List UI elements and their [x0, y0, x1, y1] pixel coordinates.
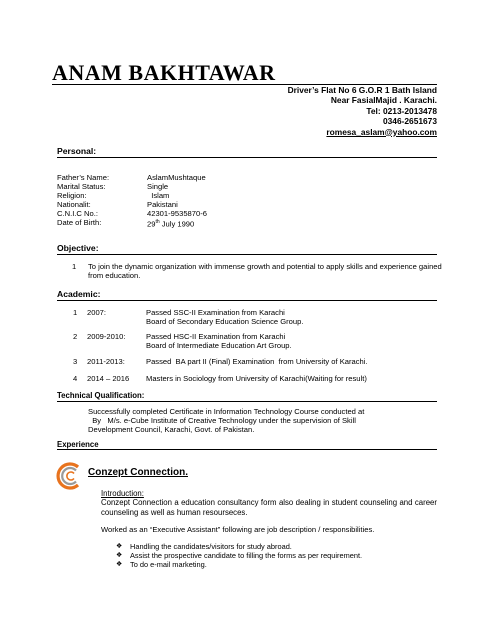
item-year: 2009-2010: [87, 332, 126, 341]
bullet-text: To do e-mail marketing. [130, 560, 207, 569]
item-number: 2 [73, 332, 78, 341]
list-item [116, 560, 446, 570]
objective-line-2: from education. [88, 271, 141, 280]
contact-block [288, 85, 437, 137]
bullet-text: Assist the prospective candidate to filling the forms as per requirement. [130, 551, 363, 560]
section-rule-technical [57, 401, 437, 402]
field-label: C.N.I.C No.: [57, 209, 98, 218]
company-logo-icon [54, 462, 82, 490]
field-value: AslamMushtaque [147, 173, 206, 182]
mobile: 0346-2651673 [382, 116, 437, 127]
objective-line-1: To join the dynamic organization with immense growth and potential to apply skills and experience gained [88, 262, 442, 271]
diamond-bullet-icon: ❖ [116, 543, 123, 550]
telephone: Tel: 0213-2013478 [366, 105, 437, 116]
bullet-text: Handling the candidates/visitors for study abroad. [130, 542, 292, 551]
email-link[interactable]: romesa_aslam@yahoo.com [326, 126, 437, 137]
address-line-1: Driver’s Flat No 6 G.O.R 1 Bath Island [287, 85, 437, 95]
objective-number: 1 [72, 262, 77, 271]
field-label: Father’s Name: [57, 173, 110, 182]
field-value: Single [147, 182, 169, 191]
diamond-bullet-icon: ❖ [116, 552, 123, 559]
diamond-bullet-icon: ❖ [116, 561, 123, 568]
item-desc-2: Board of Secondary Education Science Group. [146, 317, 304, 326]
item-desc: Passed SSC-II Examination from Karachi [146, 308, 285, 317]
item-number: 3 [73, 357, 78, 366]
intro-text: Conzept Connection a education consultancy form also dealing in student counseling and career counseling as well as human resourseces. [101, 498, 437, 517]
item-number: 1 [73, 308, 78, 317]
field-label: Nationalit: [57, 200, 91, 209]
company-name: Conzept Connection. [88, 467, 188, 478]
item-desc: Passed BA part II (Final) Examination from University of Karachi. [146, 357, 368, 366]
item-desc: Masters in Sociology from University of Karachi(Waiting for result) [146, 374, 367, 383]
field-label: Marital Status: [57, 182, 106, 191]
section-rule-objective [57, 254, 437, 255]
item-year: 2007: [87, 308, 107, 317]
section-title-academic: Academic: [57, 289, 101, 299]
worked-as: Worked as an “Executive Assistant” following are job description / responsibilities. [101, 525, 375, 534]
field-value: 42301-9535870-6 [147, 209, 207, 218]
candidate-name: ANAM BAKHTAWAR [52, 60, 276, 85]
academic-item-4 [73, 374, 443, 384]
date-of-birth [147, 218, 194, 229]
address-line-2: Near FasialMajid . Karachi. [330, 95, 437, 106]
academic-item-2 [73, 332, 443, 352]
section-title-objective: Objective: [57, 243, 99, 253]
technical-line-3: Development Council, Karachi, Govt. of Pakistan. [88, 425, 255, 434]
section-rule-academic [57, 300, 437, 301]
item-year: 2011-2013: [87, 357, 125, 366]
section-rule-experience [57, 449, 437, 450]
field-value: Islam [147, 191, 170, 200]
field-value: Pakistani [147, 200, 178, 209]
field-label: Religion: [57, 191, 87, 200]
intro-heading: Introduction: [101, 489, 144, 498]
section-title-experience: Experience [57, 440, 99, 449]
field-label: Date of Birth: [57, 218, 102, 227]
technical-line-2: By M/s. e-Cube Institute of Creative Technology under the supervision of Skill [88, 416, 356, 425]
item-number: 4 [73, 374, 78, 383]
section-title-technical: Technical Qualification: [57, 391, 145, 400]
item-year: 2014 – 2016 [87, 374, 130, 383]
dob-suffix: th [155, 219, 160, 225]
dob-rest: July 1990 [159, 219, 195, 229]
section-title-personal: Personal: [57, 146, 97, 156]
academic-item-1 [73, 308, 443, 328]
section-rule-personal [57, 157, 437, 158]
academic-item-3 [73, 357, 443, 367]
item-desc-2: Board of Intermediate Education Art Group. [146, 341, 292, 350]
technical-line-1: Successfully completed Certificate in Information Technology Course conducted at [88, 407, 365, 416]
item-desc: Passed HSC-II Examination from Karachi [146, 332, 286, 341]
dob-day: 29 [147, 219, 156, 229]
personal-details [57, 173, 357, 233]
